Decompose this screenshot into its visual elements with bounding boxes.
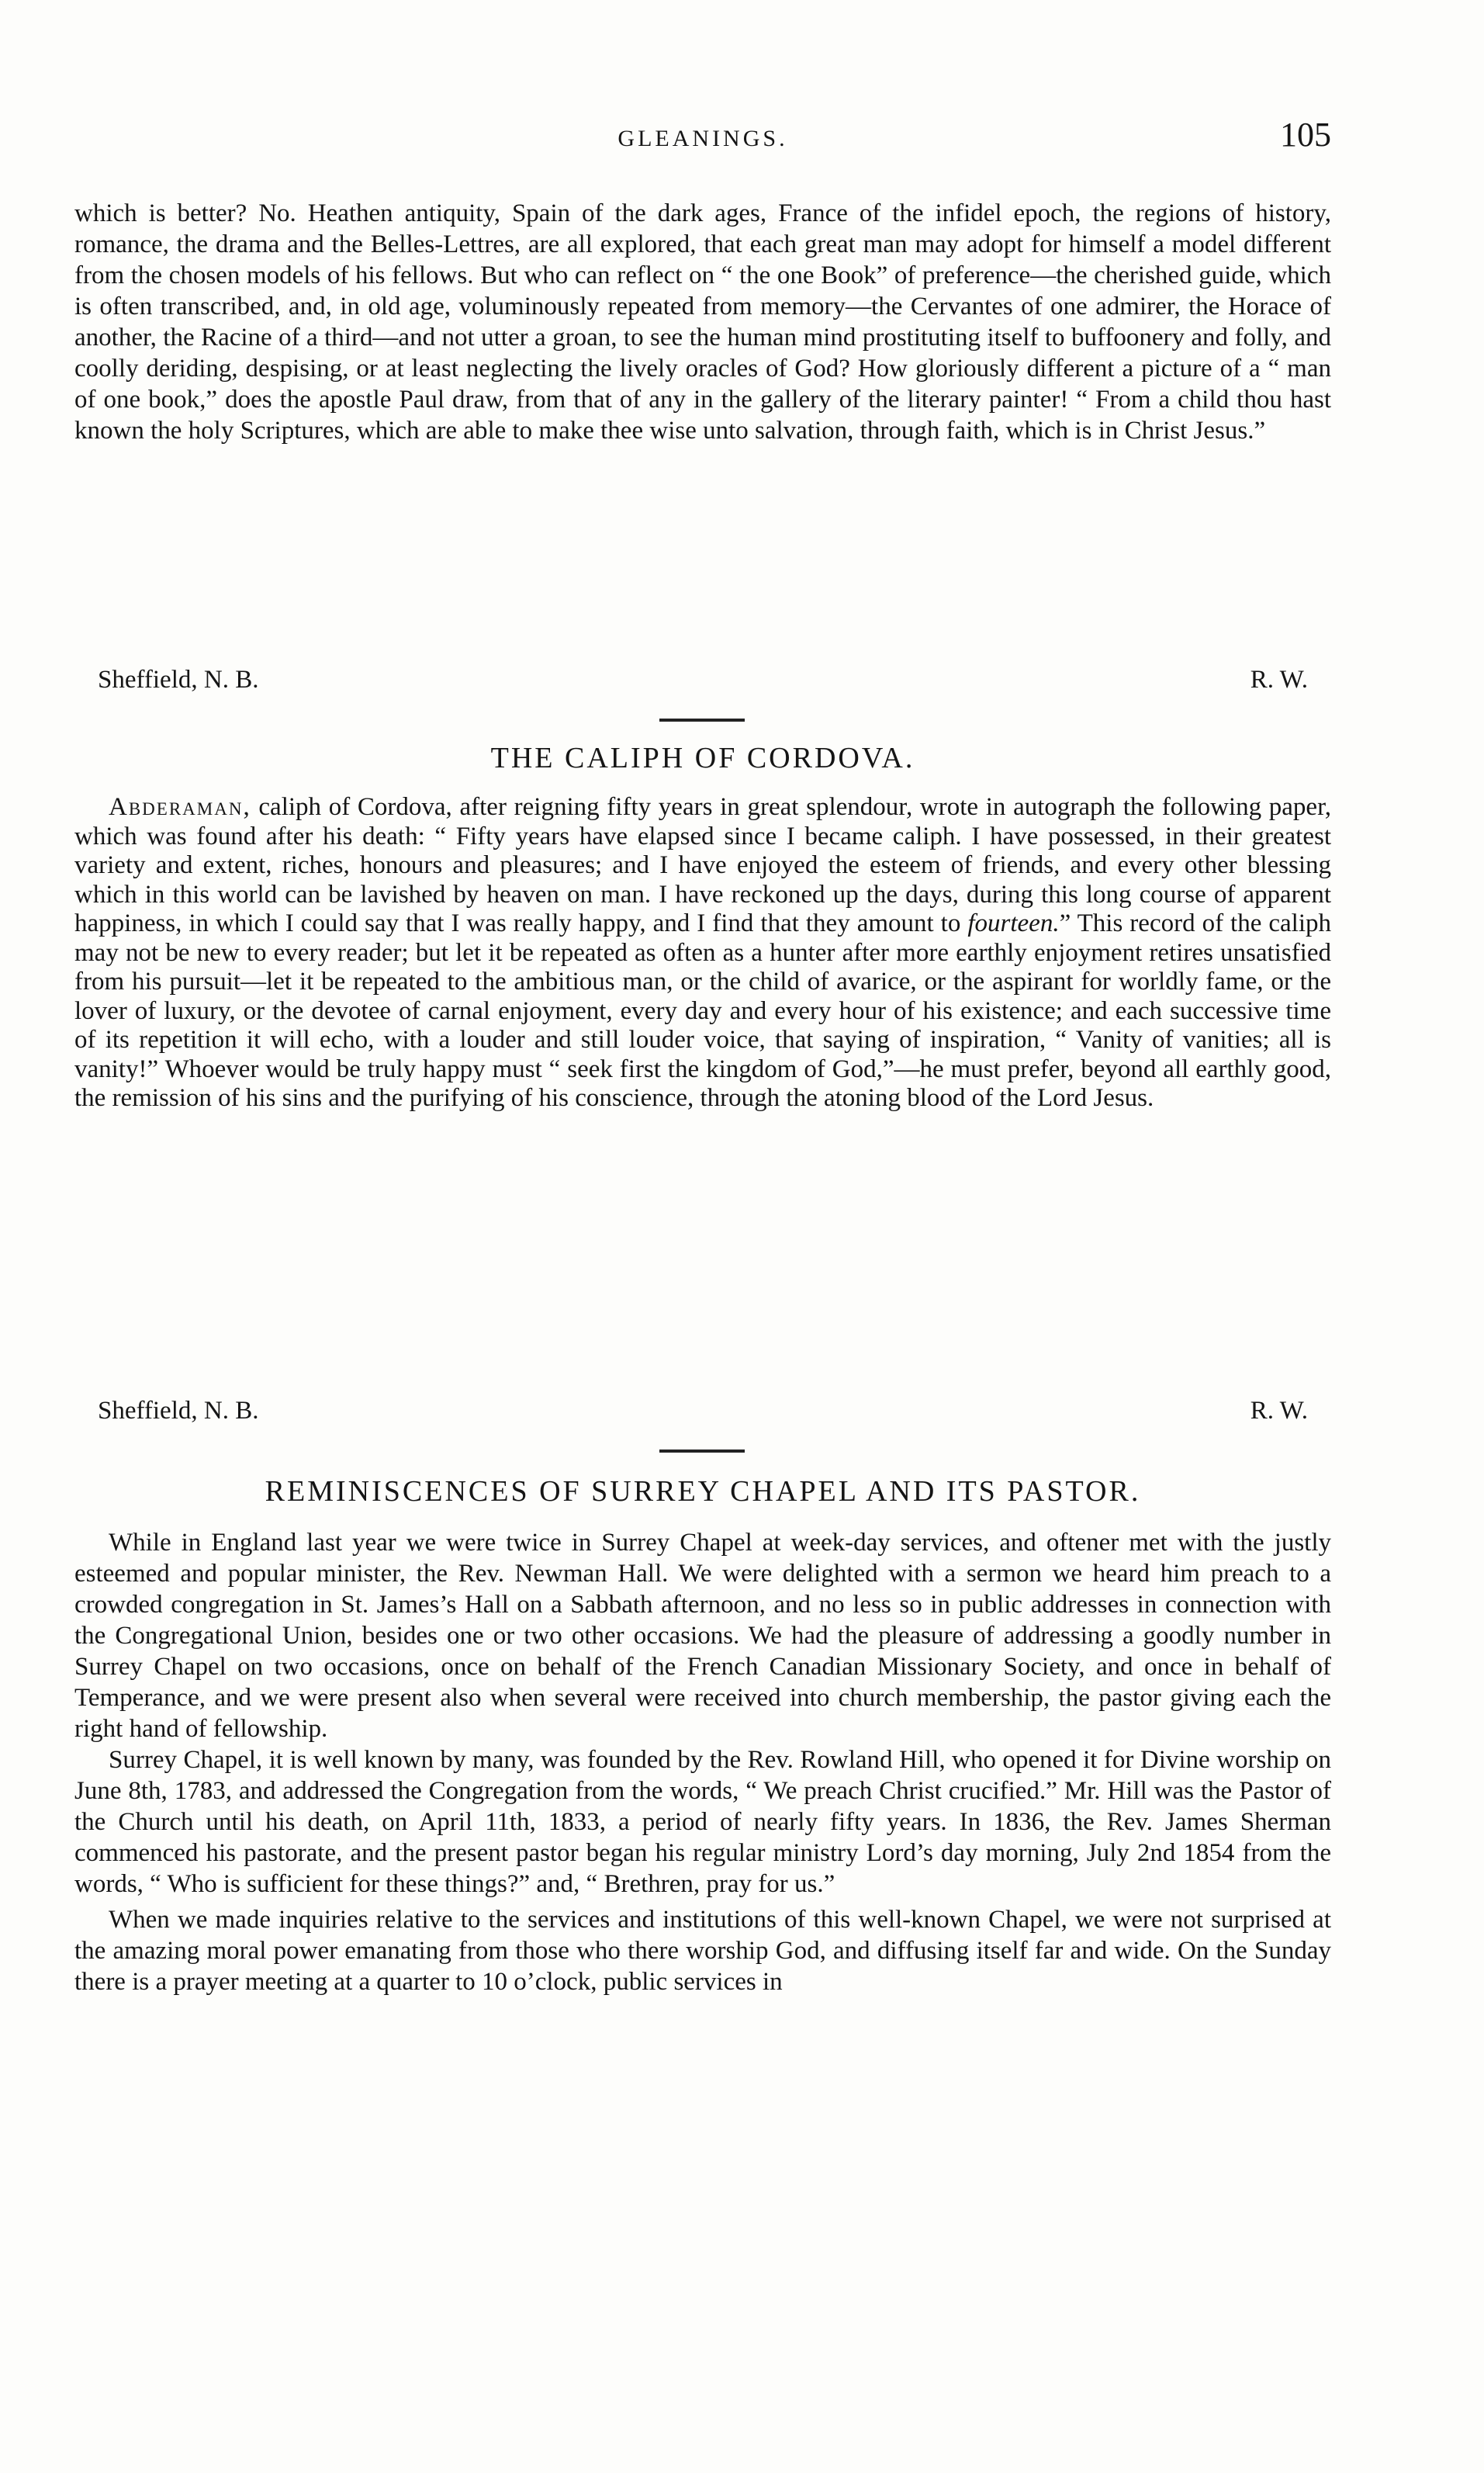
gleanings-section — [74, 198, 1331, 446]
running-head: GLEANINGS. — [617, 126, 788, 151]
caliph-emphasis: fourteen. — [967, 909, 1060, 937]
surrey-paragraph-1: While in England last year we were twice in Surrey Chapel at week-day services, and oftener met with the justly esteemed and popular minister, the Rev. Newman Hall. We were delighted with a sermon we heard him preach to a crowded congregation in St. James’s Hall on a Sabbath afternoon, and no less so in public addresses in connection with the Congregational Union, besides one or two other occasions. We had the pleasure of addressing a goodly number in Surrey Chapel on two occasions, once on behalf of the French Canadian Missionary Society, and once in behalf of Temperance, and we were present also when several were received into church membership, the pastor giving each the right hand of fellowship. — [74, 1529, 1331, 1743]
section-divider — [659, 719, 745, 722]
caliph-lead-word: Abderaman, — [109, 793, 251, 821]
surrey-paragraph-3: When we made inquiries relative to the services and institutions of this well-known Chapel, we were not surprised at the amazing moral power emanating from those who there worship God, and diffusing itself far and wide. On the Sunday there is a prayer meeting at a quarter to 10 o’clock, public services in — [74, 1906, 1331, 1996]
caliph-section — [74, 793, 1331, 1114]
signature-initials: R. W. — [1250, 1397, 1308, 1425]
page-header — [74, 115, 1331, 161]
surrey-section — [74, 1527, 1331, 1997]
caliph-paragraph — [74, 793, 1331, 1114]
gleanings-signature — [74, 666, 1331, 700]
section-title-caliph: THE CALIPH OF CORDOVA. — [490, 742, 915, 774]
gleanings-paragraph: which is better? No. Heathen antiquity, Spain of the dark ages, France of the infidel epoch, the regions of history, romance, the drama and the Belles-Lettres, are all explored, that each great man may adopt for himself a model different from the chosen models of his fellows. But who can reflect on “ the one Book” of preference—the cherished guide, which is often transcribed, and, in old age, voluminously repeated from memory—the Cervantes of one admirer, the Horace of another, the Racine of a third—and not utter a groan, to see the human mind prostituting itself to buffoonery and folly, and coolly deriding, despising, or at least neglecting the lively oracles of God? How gloriously different a picture of a “ man of one book,” does the apostle Paul draw, from that of any in the gallery of the literary painter! “ From a child thou hast known the holy Scriptures, which are able to make thee wise unto salvation, through faith, which is in Christ Jesus.” — [74, 199, 1331, 445]
surrey-paragraph-2: Surrey Chapel, it is well known by many, was founded by the Rev. Rowland Hill, who opened it for Divine worship on June 8th, 1783, and addressed the Congregation from the words, “ We preach Christ crucified.” Mr. Hill was the Pastor of the Church until his death, on April 11th, 1833, a period of nearly fifty years. In 1836, the Rev. James Sherman commenced his pastorate, and the present pastor began his regular ministry Lord’s day morning, July 2nd 1854 from the words, “ Who is sufficient for these things?” and, “ Brethren, pray for us.” — [74, 1746, 1331, 1898]
signature-place: Sheffield, N. B. — [98, 1397, 259, 1425]
caliph-text-1: caliph of Cordova, after reigning fifty years in great splendour, wrote in autograph the following paper, which was found after his death: “ Fifty years have elapsed since I became caliph. I have possessed, in their greatest variety and extent, riches, honours and pleasures; and I have enjoyed the esteem of friends, and every other blessing which in this world can be lavished by heaven on man. I have reckoned up the days, during this long course of apparent happiness, in which I could say that I was really happy, and I find that they amount to — [74, 793, 1331, 937]
signature-initials: R. W. — [1250, 666, 1308, 694]
signature-place: Sheffield, N. B. — [98, 666, 259, 694]
page-number: 105 — [1280, 116, 1331, 154]
section-divider — [659, 1450, 745, 1453]
section-title-surrey: REMINISCENCES OF SURREY CHAPEL AND ITS PASTOR. — [265, 1475, 1141, 1508]
caliph-text-2: ” This record of the caliph may not be new to every reader; but let it be repeated as often as a hunter after more earthly enjoyment retires unsatisfied from his pursuit—let it be repeated to the ambitious man, or the child of avarice, or the aspirant for worldly fame, or the lover of luxury, or the devotee of carnal enjoyment, every day and every hour of his existence; and each successive time of its repetition it will echo, with a louder and still louder voice, that saying of inspiration, “ Vanity of vanities; all is vanity!” Whoever would be truly happy must “ seek first the kingdom of God,”—he must prefer, beyond all earthly good, the remission of his sins and the purifying of his conscience, through the atoning blood of the Lord Jesus. — [74, 909, 1332, 1112]
caliph-signature — [74, 1397, 1331, 1431]
